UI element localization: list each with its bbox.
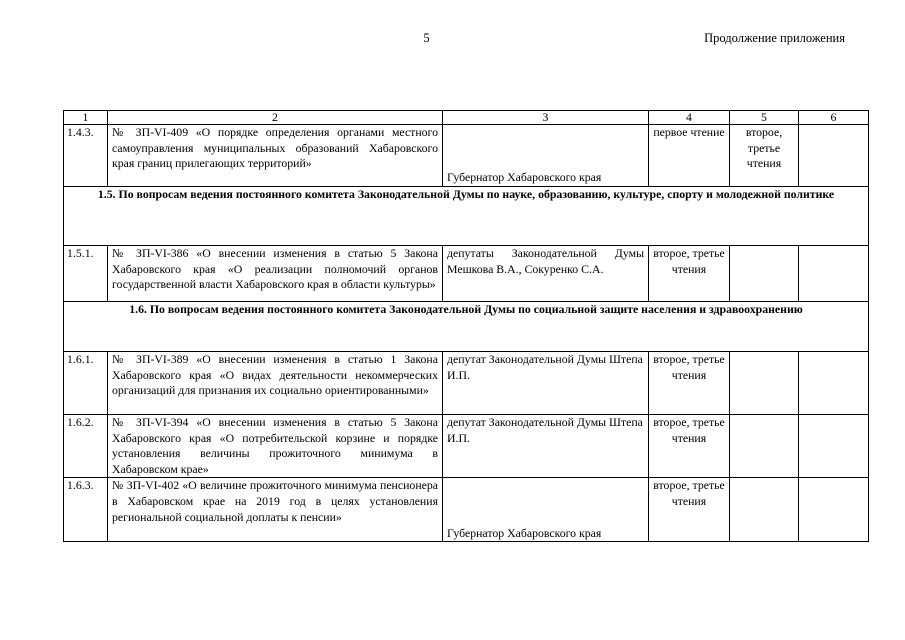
reading-stage-final: второе, третье чтения [730,125,799,187]
continuation-label: Продолжение приложения [704,31,845,45]
reading-stage-final [730,415,799,478]
bill-title: № ЗП-VI-386 «О внесении изменения в статью 5 Закона Хабаровского края «О реализации полномочий органов государственной власти Хабаровского края в области культуры» [108,246,443,302]
table-row [64,415,869,478]
initiator: Губернатор Хабаровского края [443,125,649,187]
reading-stage: второе, третье чтения [649,478,730,542]
item-number: 1.6.1. [64,352,108,415]
section-row [64,187,869,246]
initiator: Губернатор Хабаровского края [443,478,649,542]
section-row [64,302,869,352]
bill-title: № ЗП-VI-409 «О порядке определения органами местного самоуправления муниципальных образований Хабаровского края границ прилегающих территорий» [108,125,443,187]
section-heading: 1.5. По вопросам ведения постоянного комитета Законодательной Думы по науке, образованию, культуре, спорту и молодежной политике [64,187,869,246]
agenda-table [63,110,869,542]
initiator: депутаты Законодательной Думы Мешкова В.А., Сокуренко С.А. [443,246,649,302]
initiator: депутат Законодательной Думы Штепа И.П. [443,352,649,415]
section-heading: 1.6. По вопросам ведения постоянного комитета Законодательной Думы по социальной защите населения и здравоохранению [64,302,869,352]
table-row [64,478,869,542]
note-cell [799,478,869,542]
note-cell [799,352,869,415]
note-cell [799,415,869,478]
item-number: 1.5.1. [64,246,108,302]
reading-stage-final [730,352,799,415]
reading-stage: первое чтение [649,125,730,187]
note-cell [799,125,869,187]
reading-stage-final [730,246,799,302]
bill-title: № ЗП-VI-394 «О внесении изменения в статью 5 Закона Хабаровского края «О потребительской корзине и порядке установления величины прожиточного минимума в Хабаровском крае» [108,415,443,478]
col-header: 1 [64,111,108,125]
initiator: депутат Законодательной Думы Штепа И.П. [443,415,649,478]
table-row [64,352,869,415]
col-header: 5 [730,111,799,125]
table-row [64,246,869,302]
col-header: 6 [799,111,869,125]
item-number: 1.6.2. [64,415,108,478]
note-cell [799,246,869,302]
col-header: 4 [649,111,730,125]
reading-stage-final [730,478,799,542]
table-row [64,125,869,187]
reading-stage: второе, третье чтения [649,415,730,478]
table-header-row [64,111,869,125]
item-number: 1.4.3. [64,125,108,187]
bill-title: № ЗП-VI-389 «О внесении изменения в статью 1 Закона Хабаровского края «О видах деятельности некоммерческих организаций для признания их социально ориентированными» [108,352,443,415]
col-header: 3 [443,111,649,125]
item-number: 1.6.3. [64,478,108,542]
bill-title: № ЗП-VI-402 «О величине прожиточного минимума пенсионера в Хабаровском крае на 2019 год в целях установления региональной социальной доплаты к пенсии» [108,478,443,542]
reading-stage: второе, третье чтения [649,352,730,415]
reading-stage: второе, третье чтения [649,246,730,302]
col-header: 2 [108,111,443,125]
page-number: 5 [423,31,430,45]
